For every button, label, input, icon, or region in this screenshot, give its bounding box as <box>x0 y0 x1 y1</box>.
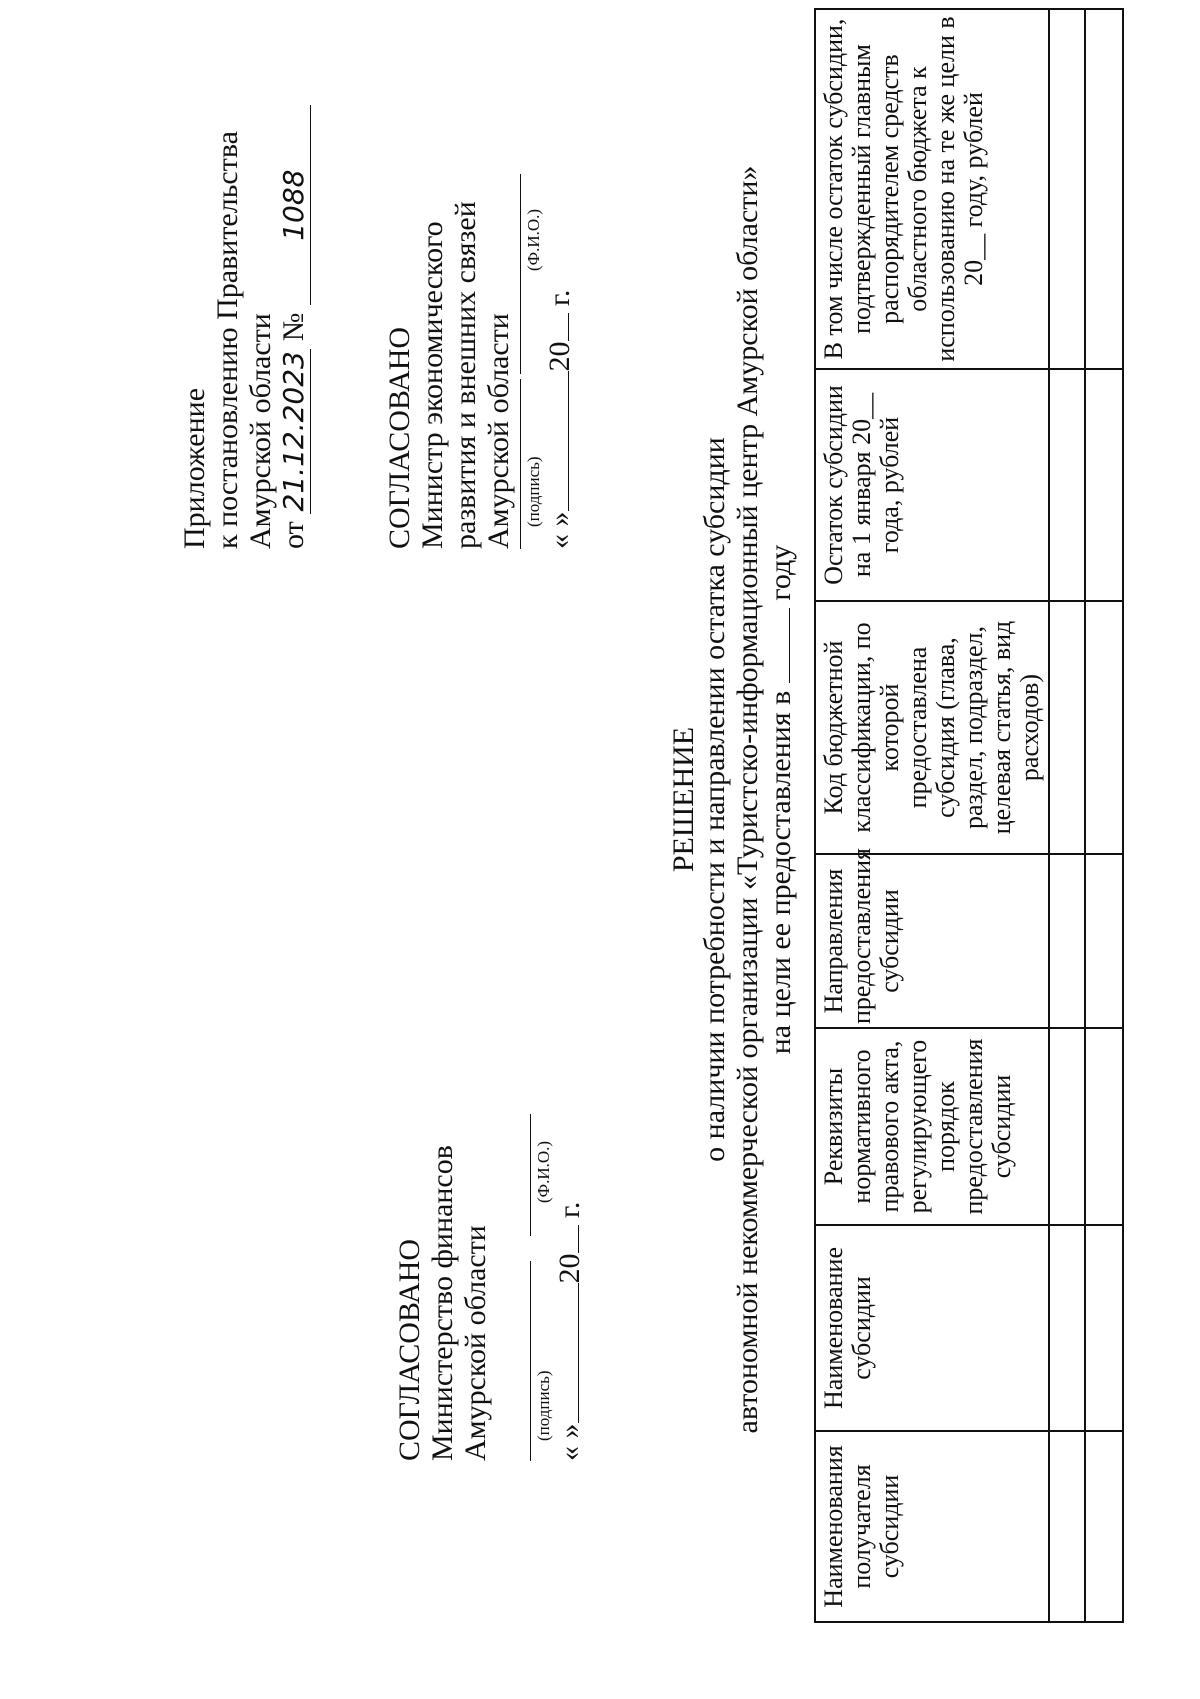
table-cell <box>1049 1225 1085 1431</box>
approval-left-date-line <box>553 1202 586 1461</box>
table-cell <box>1085 1431 1123 1622</box>
year-blank <box>578 1226 579 1254</box>
header-budget-code: Код бюджетной классификации, по которой предоставлена субсидия (глава, раздел, подраздел, целевая статья, вид расходов) <box>815 601 1049 854</box>
handwritten-number: 1088 <box>277 105 311 305</box>
table-cell <box>1049 854 1085 1028</box>
approval-left-fio-line <box>530 1114 531 1236</box>
header-balance: Остаток субсидии на 1 января 20__ года, рублей <box>815 369 1049 601</box>
decision-line1: о наличии потребности и направлении остатка субсидии <box>698 437 731 1162</box>
appendix-line2: к постановлению Правительства <box>211 131 244 549</box>
approval-right-fio-line <box>520 174 521 374</box>
approval-left-sign-label: (подпись) <box>534 1370 553 1441</box>
table-cell <box>1085 1225 1123 1431</box>
decision-line3-prefix: на цели ее предоставления в <box>764 690 797 1055</box>
appendix-line3: Амурской области <box>244 313 277 549</box>
approval-right-sign-line <box>520 379 521 549</box>
from-prefix: от <box>277 521 310 549</box>
table-cell <box>1049 9 1085 369</box>
header-legal-act: Реквизиты нормативного правового акта, регулирующего порядок предоставления субсидии <box>815 1028 1049 1225</box>
approval-left-org-line1: Министерство финансов <box>426 1145 459 1461</box>
year-prefix: 20 <box>553 1253 586 1284</box>
approval-right-org-line2: развития и внешних связей <box>449 201 482 549</box>
table-cell <box>1085 369 1123 601</box>
year-blank <box>789 608 790 683</box>
table-cell <box>1049 1028 1085 1225</box>
year-suffix: г. <box>553 1201 586 1218</box>
table-cell <box>1049 1431 1085 1622</box>
approval-right <box>383 201 515 549</box>
approval-right-sign-label: (подпись) <box>524 456 543 527</box>
date-quotes: « » <box>543 511 576 549</box>
date-quotes: « » <box>553 1423 586 1461</box>
table-row <box>1049 9 1085 1622</box>
header-recipient: Наименования получателя субсидии <box>815 1431 1049 1622</box>
approval-left <box>393 1145 492 1461</box>
approval-left-fio-label: (Ф.И.О.) <box>534 1140 553 1203</box>
approval-right-fio-label: (Ф.И.О.) <box>524 208 543 271</box>
table-header-row <box>815 9 1049 1622</box>
handwritten-date: 21.12.2023 <box>277 349 311 514</box>
approval-right-org-line3: Амурской области <box>482 313 515 549</box>
header-subsidy-name: Наименование субсидии <box>815 1225 1049 1431</box>
header-directions: Направления предоставления субсидии <box>815 854 1049 1028</box>
approval-left-org-line2: Амурской области <box>459 1225 492 1461</box>
approval-right-date-line <box>543 290 576 549</box>
table-cell <box>1049 369 1085 601</box>
decision-line3-suffix: году <box>764 544 797 601</box>
subsidy-table <box>814 8 1124 1623</box>
table-cell <box>1085 1028 1123 1225</box>
date-blank <box>568 372 569 512</box>
year-prefix: 20 <box>543 341 576 372</box>
date-blank <box>578 1284 579 1424</box>
table-cell <box>1085 854 1123 1028</box>
approval-left-heading: СОГЛАСОВАНО <box>393 1238 426 1461</box>
approval-left-sign-line <box>530 1261 531 1461</box>
approval-right-org-line1: Министр экономического <box>416 221 449 549</box>
decision-line2: автономной некоммерческой организации «Туристско-информационный центр Амурской области» <box>731 165 764 1434</box>
decision-line3 <box>764 0 798 1599</box>
table-row <box>1085 9 1123 1622</box>
year-blank <box>568 314 569 342</box>
decision-title: РЕШЕНИЕ <box>667 726 700 873</box>
table-cell <box>1085 601 1123 854</box>
appendix-block <box>178 105 311 549</box>
year-suffix: г. <box>543 289 576 306</box>
number-label: № <box>277 312 310 342</box>
approval-right-heading: СОГЛАСОВАНО <box>383 326 416 549</box>
header-confirmed-balance: В том числе остаток субсидии, подтвержденный главным распорядителем средств областного бюджета к использованию на те же цели в 20__ году, рублей <box>815 9 1049 369</box>
appendix-line1: Приложение <box>178 387 211 549</box>
table-cell <box>1085 9 1123 369</box>
appendix-date-line <box>277 105 311 549</box>
table-cell <box>1049 601 1085 854</box>
